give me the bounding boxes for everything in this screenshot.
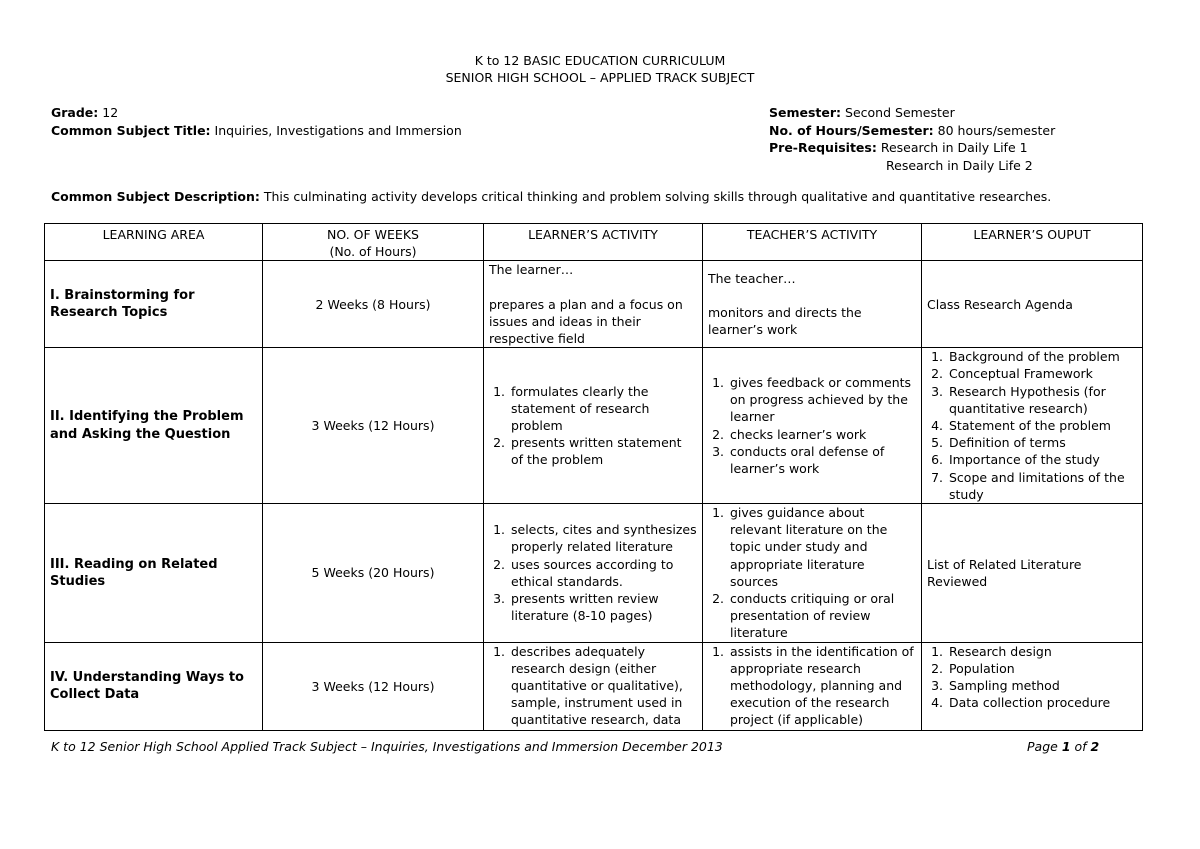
list-item: 2. conducts critiquing or oral presentation of review literature (728, 590, 916, 642)
learner-activity-cell (484, 642, 703, 730)
header-weeks-line2: (No. of Hours) (329, 244, 417, 260)
list-item: 4. Statement of the problem (947, 417, 1137, 434)
learner-activity-list (489, 383, 697, 469)
learner-activity-cell (484, 261, 703, 348)
page-number (1027, 739, 1099, 754)
header-learner-output: LEARNER’S OUPUT (922, 224, 1143, 261)
page-total: 2 (1090, 739, 1100, 754)
list-item: 3. presents written review literature (8-10 pages) (509, 590, 697, 624)
header-weeks-line1: NO. OF WEEKS (327, 227, 419, 242)
curriculum-title: K to 12 BASIC EDUCATION CURRICULUM (474, 53, 726, 68)
table-row (45, 642, 1143, 730)
learner-text: prepares a plan and a focus on issues and ideas in their respective field (489, 296, 683, 347)
list-item: 1. selects, cites and synthesizes properly related literature (509, 521, 697, 555)
semester-label: Semester: (769, 105, 842, 120)
grade-value: 12 (102, 105, 119, 120)
weeks-cell: 2 Weeks (8 Hours) (263, 261, 484, 348)
header-teacher-activity: TEACHER’S ACTIVITY (703, 224, 922, 261)
learning-area-cell: II. Identifying the Problem and Asking the Question (45, 348, 263, 504)
list-item: 6. Importance of the study (947, 451, 1137, 468)
teacher-activity-cell (703, 261, 922, 348)
table-row (45, 504, 1143, 643)
learner-output-cell (922, 348, 1143, 504)
list-item: 4. Data collection procedure (947, 694, 1137, 711)
list-item: 2. Population (947, 660, 1137, 677)
list-item: 2. checks learner’s work (728, 426, 916, 443)
hours-label: No. of Hours/Semester: (769, 122, 934, 138)
header-learning-area: LEARNING AREA (45, 224, 263, 261)
list-item: 2. Conceptual Framework (947, 365, 1137, 382)
teacher-activity-list (708, 374, 916, 477)
list-item: 1. Background of the problem (947, 348, 1137, 365)
list-item: 1. assists in the identification of appropriate research methodology, planning and execution of the research project (if applicable) (728, 643, 916, 729)
list-item: 2. presents written statement of the problem (509, 434, 697, 468)
learner-intro: The learner… (489, 262, 574, 278)
learner-activity-cell (484, 504, 703, 643)
teacher-intro: The teacher… (708, 271, 796, 286)
learner-activity-cell (484, 348, 703, 504)
list-item: 1. gives feedback or comments on progress achieved by the learner (728, 374, 916, 426)
learner-output-cell: List of Related Literature Reviewed (922, 504, 1143, 643)
list-item: 3. Sampling method (947, 677, 1137, 694)
learning-area-cell: I. Brainstorming for Research Topics (45, 261, 263, 348)
learner-activity-list (489, 643, 697, 729)
page-current: 1 (1061, 739, 1071, 754)
teacher-activity-list (708, 504, 916, 642)
teacher-text: monitors and directs the learner’s work (708, 305, 862, 338)
list-item: 1. formulates clearly the statement of research problem (509, 383, 697, 435)
list-item: 7. Scope and limitations of the study (947, 469, 1137, 503)
learning-area-cell: III. Reading on Related Studies (45, 504, 263, 643)
track-subtitle: SENIOR HIGH SCHOOL – APPLIED TRACK SUBJECT (445, 70, 755, 85)
learner-output-cell (922, 642, 1143, 730)
hours-value: 80 hours/semester (937, 122, 1056, 138)
teacher-activity-cell (703, 348, 922, 504)
page-footer: K to 12 Senior High School Applied Track Subject – Inquiries, Investigations and Immersion December 2013 (51, 739, 723, 754)
prereq-2: Research in Daily Life 2 (886, 157, 1033, 173)
header-weeks (263, 224, 484, 261)
weeks-cell: 3 Weeks (12 Hours) (263, 348, 484, 504)
list-item: 1. describes adequately research design (either quantitative or qualitative), sample, instrument used in quantitative research, data (509, 643, 697, 729)
list-item: 3. Research Hypothesis (for quantitative research) (947, 383, 1137, 417)
learner-output-list (927, 643, 1137, 712)
list-item: 3. conducts oral defense of learner’s work (728, 443, 916, 477)
description-value: This culminating activity develops critical thinking and problem solving skills through qualitative and quantitative researches. (263, 189, 1052, 204)
weeks-cell: 5 Weeks (20 Hours) (263, 504, 484, 643)
teacher-activity-cell (703, 504, 922, 643)
teacher-activity-cell (703, 642, 922, 730)
learner-output-list (927, 348, 1137, 503)
learning-area-cell: IV. Understanding Ways to Collect Data (45, 642, 263, 730)
prereq-label: Pre-Requisites: (769, 140, 877, 155)
right-meta (769, 104, 1055, 174)
page-of: of (1074, 739, 1087, 754)
semester-value: Second Semester (845, 105, 955, 120)
header-row (45, 224, 1143, 261)
list-item: 2. uses sources according to ethical standards. (509, 556, 697, 590)
learner-output-cell: Class Research Agenda (922, 261, 1143, 348)
subject-description (51, 189, 1051, 204)
curriculum-table (44, 223, 1143, 731)
header-learner-activity: LEARNER’S ACTIVITY (484, 224, 703, 261)
page-word: Page (1027, 739, 1058, 754)
description-label: Common Subject Description: (51, 189, 260, 204)
prereq-1: Research in Daily Life 1 (880, 140, 1028, 155)
weeks-cell: 3 Weeks (12 Hours) (263, 642, 484, 730)
learner-activity-list (489, 521, 697, 624)
list-item: 5. Definition of terms (947, 434, 1137, 451)
subject-title-value: Inquiries, Investigations and Immersion (214, 122, 462, 138)
list-item: 1. gives guidance about relevant literature on the topic under study and appropriate literature sources (728, 504, 916, 590)
list-item: 1. Research design (947, 643, 1137, 660)
table-row (45, 348, 1143, 504)
subject-title-label: Common Subject Title: (51, 122, 211, 138)
teacher-activity-list (708, 643, 916, 729)
grade-label: Grade: (51, 105, 99, 120)
table-row (45, 261, 1143, 348)
left-meta (51, 104, 462, 139)
